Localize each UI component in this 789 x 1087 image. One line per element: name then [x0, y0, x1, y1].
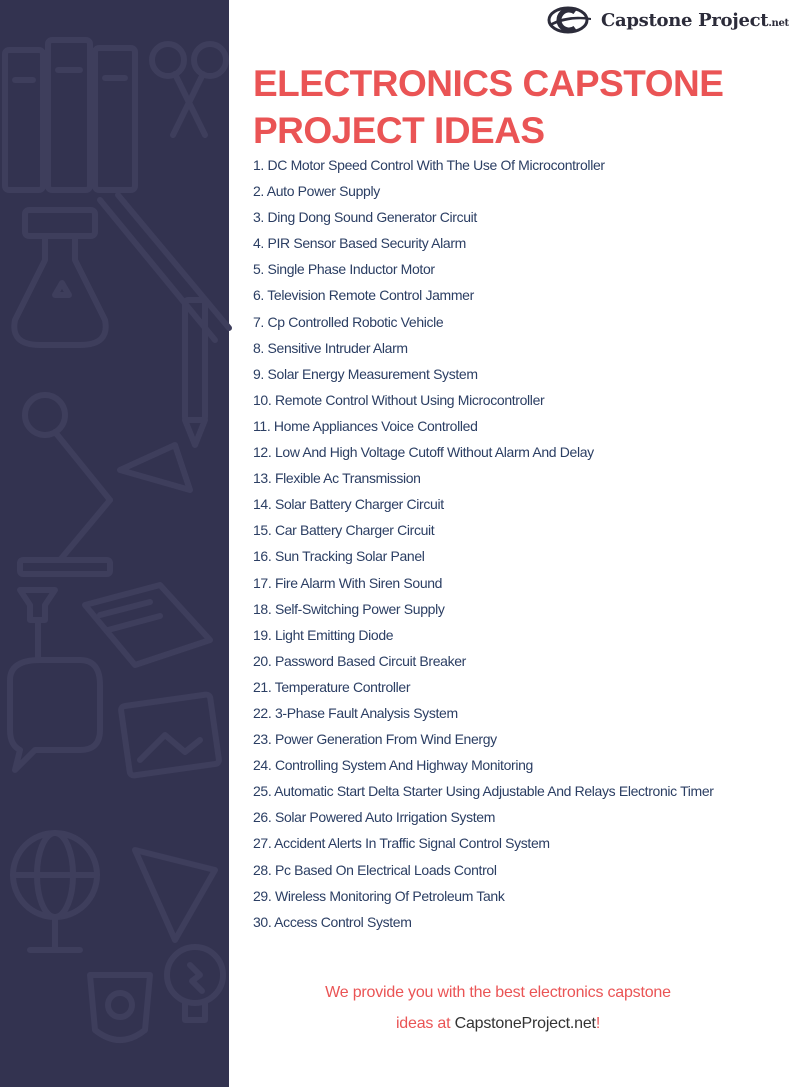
lightbulb-icon — [167, 947, 223, 1020]
title-line-1: ELECTRONICS CAPSTONE — [253, 63, 724, 104]
trophy-icon — [90, 975, 150, 1040]
idea-item: 18. Self-Switching Power Supply — [253, 600, 445, 617]
idea-item: 16. Sun Tracking Solar Panel — [253, 548, 425, 565]
globe-icon — [13, 833, 97, 950]
idea-item: 5. Single Phase Inductor Motor — [253, 261, 435, 278]
ruler-icon — [135, 850, 215, 940]
picture-frame-icon — [121, 694, 220, 776]
footer-line-1: We provide you with the best electronics capstone — [325, 984, 671, 1001]
pin-icon — [20, 590, 55, 660]
page-title — [253, 60, 753, 154]
idea-item: 22. 3-Phase Fault Analysis System — [253, 704, 458, 721]
idea-item: 24. Controlling System And Highway Monitoring — [253, 757, 533, 774]
site-link[interactable]: CapstoneProject.net — [454, 1015, 596, 1032]
desk-lamp-icon — [20, 395, 190, 574]
books-icon — [5, 40, 135, 190]
footer-prefix: ideas at — [395, 1015, 455, 1032]
idea-item: 23. Power Generation From Wind Energy — [253, 731, 497, 748]
logo-suffix: .net — [768, 17, 789, 29]
idea-item: 28. Pc Based On Electrical Loads Control — [253, 861, 497, 878]
idea-item: 4. PIR Sensor Based Security Alarm — [253, 235, 466, 252]
idea-item: 20. Password Based Circuit Breaker — [253, 652, 466, 669]
school-supplies-pattern — [0, 0, 229, 1087]
idea-item: 9. Solar Energy Measurement System — [253, 365, 478, 382]
idea-item: 8. Sensitive Intruder Alarm — [253, 339, 408, 356]
idea-item: 14. Solar Battery Charger Circuit — [253, 496, 444, 513]
open-book-icon — [85, 585, 210, 665]
idea-item: 25. Automatic Start Delta Starter Using Adjustable And Relays Electronic Timer — [253, 783, 714, 800]
idea-item: 11. Home Appliances Voice Controlled — [253, 417, 478, 434]
idea-item: 29. Wireless Monitoring Of Petroleum Tank — [253, 887, 505, 904]
pen-icon — [100, 195, 229, 340]
speech-bubble-icon — [10, 660, 100, 770]
idea-item: 2. Auto Power Supply — [253, 183, 380, 200]
title-line-2: PROJECT IDEAS — [253, 110, 545, 151]
idea-item: 1. DC Motor Speed Control With The Use Of Microcontroller — [253, 157, 605, 173]
idea-item: 27. Accident Alerts In Traffic Signal Control System — [253, 835, 550, 852]
idea-item: 6. Television Remote Control Jammer — [253, 287, 474, 304]
idea-item: 21. Temperature Controller — [253, 678, 411, 695]
idea-item: 3. Ding Dong Sound Generator Circuit — [253, 209, 477, 226]
idea-item: 7. Cp Controlled Robotic Vehicle — [253, 313, 444, 330]
flask-icon — [14, 210, 105, 345]
idea-item: 17. Fire Alarm With Siren Sound — [253, 574, 443, 591]
capstone-project-logo[interactable] — [547, 2, 789, 38]
idea-item: 30. Access Control System — [253, 913, 412, 930]
idea-item: 13. Flexible Ac Transmission — [253, 470, 421, 487]
idea-item: 19. Light Emitting Diode — [253, 626, 394, 643]
decorative-sidebar — [0, 0, 229, 1087]
idea-item: 10. Remote Control Without Using Microcontroller — [253, 391, 545, 408]
idea-item: 15. Car Battery Charger Circuit — [253, 522, 435, 539]
footer-line-2 — [253, 1008, 743, 1039]
project-ideas-list — [253, 152, 743, 935]
idea-item: 26. Solar Powered Auto Irrigation System — [253, 809, 496, 826]
footer-note — [253, 977, 743, 1039]
scissors-icon — [152, 44, 226, 135]
footer-suffix: ! — [595, 1015, 601, 1032]
pencil-icon — [185, 300, 205, 445]
idea-item: 12. Low And High Voltage Cutoff Without Alarm And Delay — [253, 444, 594, 461]
logo-name: Capstone Project.net — [601, 9, 789, 31]
capstone-logo-icon — [547, 4, 593, 36]
